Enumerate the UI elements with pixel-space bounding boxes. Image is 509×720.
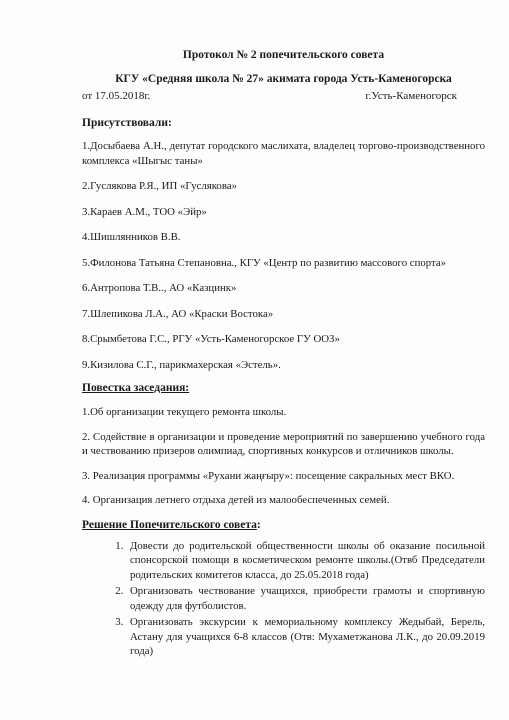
present-item: 7.Шлепикова Л.А., АО «Краски Востока»	[82, 307, 274, 320]
decision-heading	[82, 517, 485, 533]
date-location-line	[82, 89, 485, 104]
present-item: 6.Антропова Т.В.., АО «Казцинк»	[82, 282, 237, 294]
present-item: 3.Караев А.М., ТОО «Эйр»	[82, 205, 207, 218]
present-heading: Присутствовали:	[82, 117, 172, 129]
decision-item: 2. Организовать чествование учащихся, приобрести грамоты и спортивную одежду для футболистов.	[126, 584, 485, 613]
decision-list	[82, 539, 485, 659]
present-item: 8.Срымбетова Г.С., РГУ «Усть-Каменогорское ГУ ООЗ»	[82, 333, 340, 345]
school-title: КГУ «Средняя школа № 27» акимата города Усть-Каменогорска	[115, 73, 452, 85]
agenda-heading: Повестка заседания:	[82, 382, 190, 394]
present-item: 9.Кизилова С.Г., парикмахерская «Эстель».	[82, 358, 281, 371]
protocol-title: Протокол № 2 попечительского совета	[182, 49, 385, 61]
agenda-item: 2. Содействие в организации и проведение мероприятий по завершению учебного года и чествованию призеров олимпиад, спортивных конкурсов и отличников школы.	[82, 430, 485, 457]
decision-heading-text: Решение Попечительского совета	[82, 518, 257, 531]
decision-item: 3. Организовать экскурсии к мемориальному комплексу Жедыбай, Берель, Астану для учащихся 6-8 классов (Отв: Мухаметжанова Л.К., до 20.09.2019 года)	[126, 615, 485, 659]
protocol-city: г.Усть-Каменогорск	[365, 90, 457, 102]
present-item: 2.Гуслякова Р.Я., ИП «Гуслякова»	[82, 180, 237, 192]
agenda-item: 4. Организация летнего отдыха детей из малообеспеченных семей.	[82, 494, 390, 506]
present-item: 4.Шишлянников В.В.	[82, 231, 181, 243]
protocol-date: от 17.05.2018г.	[82, 90, 151, 102]
present-item: 1.Досыбаева А.Н., депутат городского маслихата, владелец торгово-производственного комплекса «Шыгыс таны»	[82, 140, 485, 167]
agenda-item: 3. Реализация программы «Рухани жаңғыру»: посещение сакральных мест ВКО.	[82, 469, 455, 482]
decision-heading-colon: :	[256, 518, 261, 531]
present-item: 5.Филонова Татьяна Степановна., КГУ «Центр по развитию массового спорта»	[82, 256, 447, 269]
decision-item: 1. Довести до родительской общественности школы об оказание посильной спонсорской помощи в косметическом ремонте школы.(Отвб Председатели родительских комитетов класса, до 25.05.2018 года)	[126, 539, 485, 583]
agenda-item: 1.Об организации текущего ремонта школы.	[82, 406, 287, 418]
